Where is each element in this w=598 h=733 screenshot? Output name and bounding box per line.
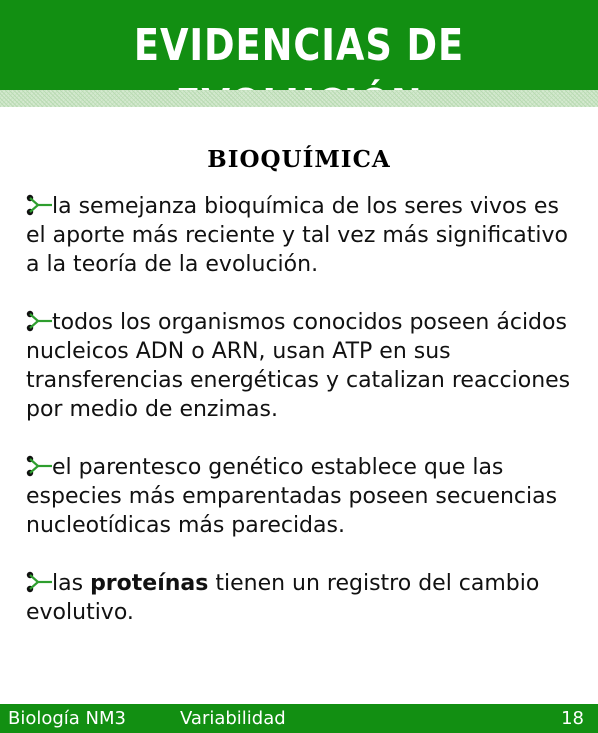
section-title: BIOQUÍMICA (207, 146, 391, 173)
bullet-text: la semejanza bioquímica de los seres vivos es el aporte más reciente y tal vez más significativo a la teoría de la evolución. (26, 194, 568, 277)
bullet-text-before: las (52, 571, 91, 596)
bullet-item (26, 308, 582, 424)
header-stripe (0, 90, 598, 107)
header-bar (0, 0, 598, 90)
bullet-list (26, 192, 582, 656)
branch-bullet-icon (26, 194, 52, 216)
footer-bar (0, 704, 598, 733)
page-number: 18 (561, 708, 584, 729)
branch-bullet-icon (26, 310, 52, 332)
footer-course: Biología NM3 (8, 708, 127, 729)
bullet-item (26, 192, 582, 279)
bullet-item (26, 453, 582, 540)
branch-bullet-icon (26, 571, 52, 593)
page-title: EVIDENCIAS DE (133, 20, 465, 71)
bullet-text-bold: proteínas (90, 571, 209, 596)
footer-topic: Variabilidad (180, 708, 286, 729)
bullet-text: todos los organismos conocidos poseen ácidos nucleicos ADN o ARN, usan ATP en sus transferencias energéticas y catalizan reacciones por medio de enzimas. (26, 310, 571, 422)
branch-bullet-icon (26, 455, 52, 477)
bullet-item (26, 569, 582, 627)
bullet-text: el parentesco genético establece que las especies más emparentadas poseen secuencias nucleotídicas más parecidas. (26, 455, 558, 538)
bullet-text-after: tienen un registro del cambio evolutivo. (26, 571, 540, 625)
